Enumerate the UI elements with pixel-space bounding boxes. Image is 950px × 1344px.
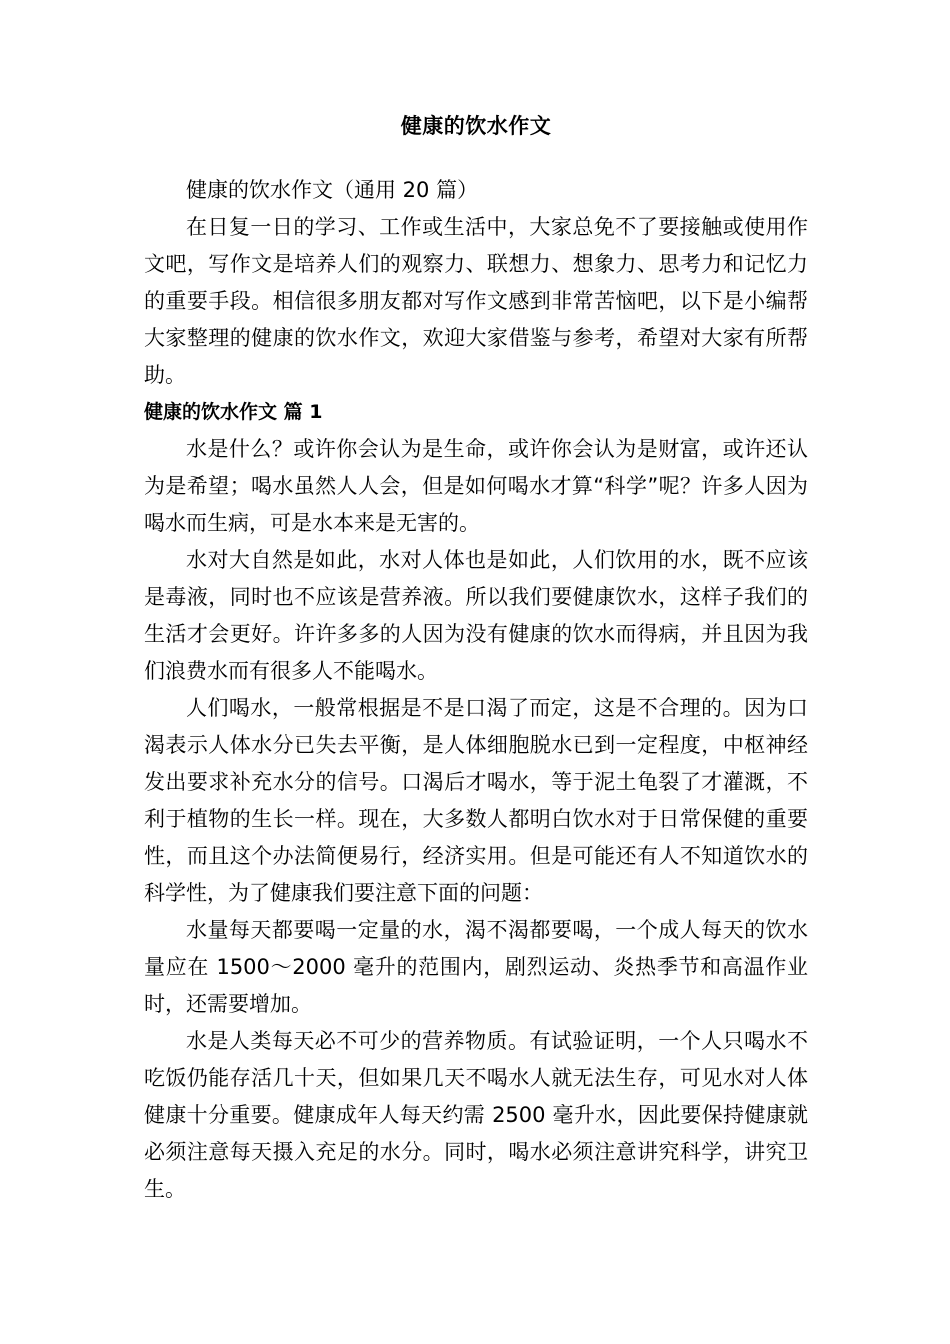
body-paragraph-3: 人们喝水，一般常根据是不是口渴了而定，这是不合理的。因为口渴表示人体水分已失去平衡，是人体细胞脱水已到一定程度，中枢神经发出要求补充水分的信号。口渴后才喝水，等于泥土龟裂了才灌溉，不利于植物的生长一样。现在，大多数人都明白饮水对于日常保健的重要性，而且这个办法简便易行，经济实用。但是可能还有人不知道饮水的科学性，为了健康我们要注意下面的问题： xyxy=(144,696,808,905)
document-title: 健康的饮水作文 xyxy=(400,114,552,138)
subtitle-line: 健康的饮水作文（通用 20 篇） xyxy=(186,178,479,202)
body-paragraph-4: 水量每天都要喝一定量的水，渴不渴都要喝，一个成人每天的饮水量应在 1500～2000 毫升的范围内，剧烈运动、炎热季节和高温作业时，还需要增加。 xyxy=(144,918,808,1016)
section-heading: 健康的饮水作文 篇 1 xyxy=(144,401,323,423)
body-paragraph-2: 水对大自然是如此，水对人体也是如此，人们饮用的水，既不应该是毒液，同时也不应该是营养液。所以我们要健康饮水，这样子我们的生活才会更好。许许多多的人因为没有健康的饮水而得病，并且因为我们浪费水而有很多人不能喝水。 xyxy=(144,548,808,683)
body-paragraph-1: 水是什么？或许你会认为是生命，或许你会认为是财富，或许还认为是希望；喝水虽然人人会，但是如何喝水才算“科学”呢？许多人因为喝水而生病，可是水本来是无害的。 xyxy=(144,437,808,535)
intro-paragraph: 在日复一日的学习、工作或生活中，大家总免不了要接触或使用作文吧，写作文是培养人们的观察力、联想力、想象力、思考力和记忆力的重要手段。相信很多朋友都对写作文感到非常苦恼吧，以下是小编帮大家整理的健康的饮水作文，欢迎大家借鉴与参考，希望对大家有所帮助。 xyxy=(144,215,808,387)
document-page xyxy=(144,108,808,1208)
body-paragraph-5: 水是人类每天必不可少的营养物质。有试验证明，一个人只喝水不吃饭仍能存活几十天，但如果几天不喝水人就无法生存，可见水对人体健康十分重要。健康成年人每天约需 2500 毫升水，因此要保持健康就必须注意每天摄入充足的水分。同时，喝水必须注意讲究科学，讲究卫生。 xyxy=(144,1029,808,1201)
